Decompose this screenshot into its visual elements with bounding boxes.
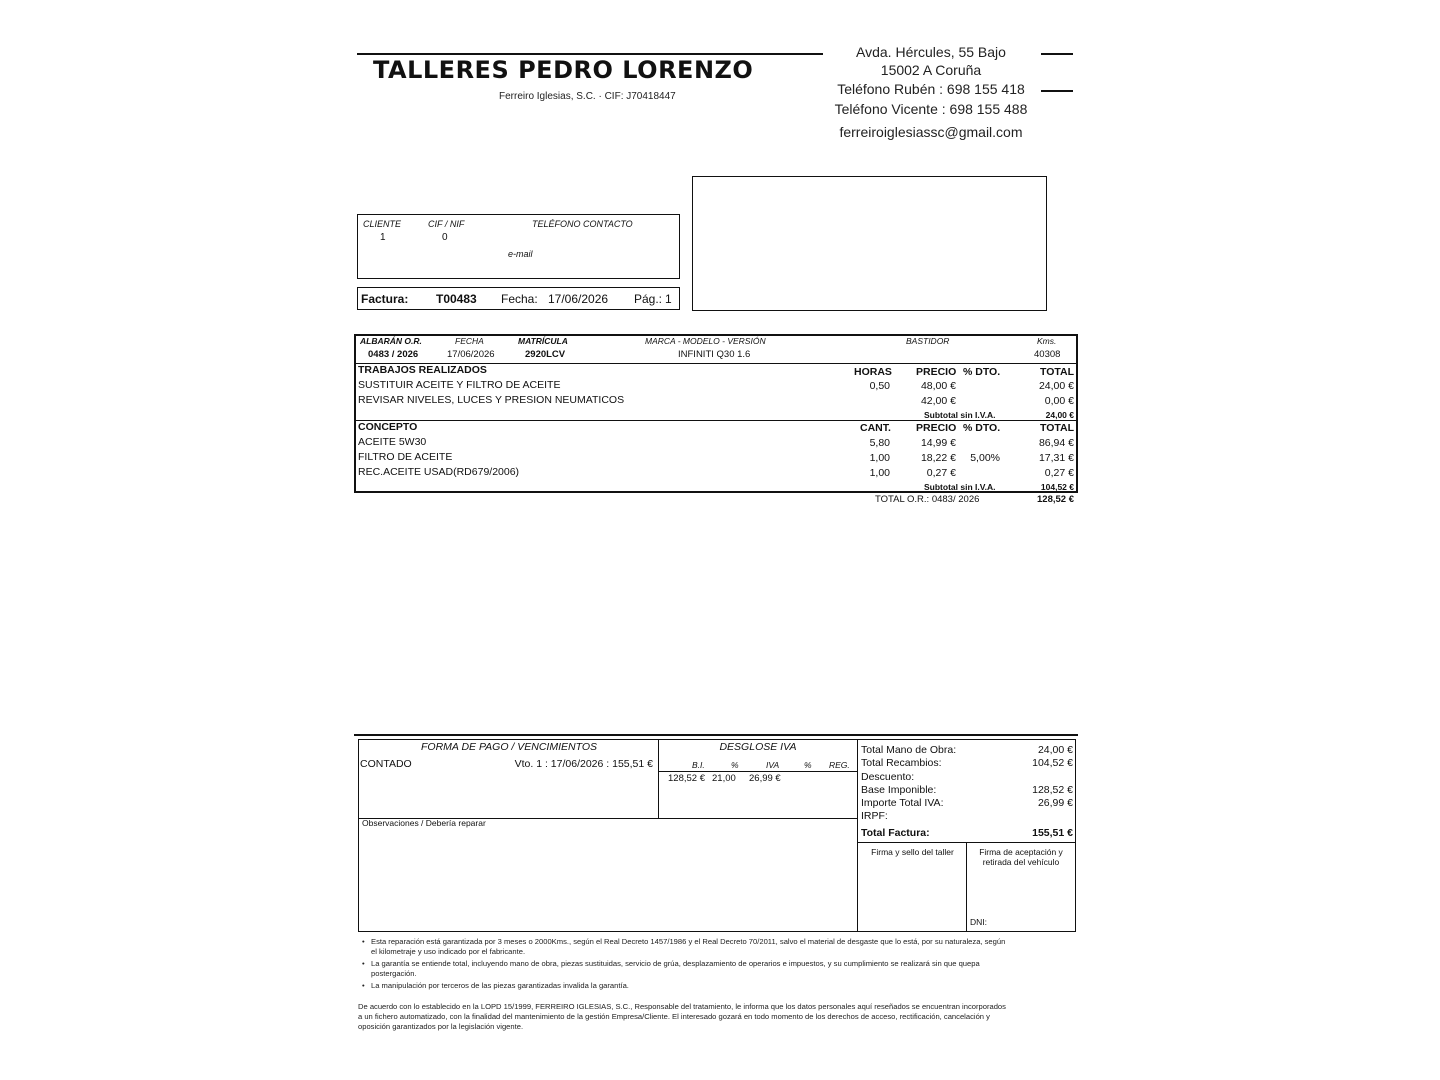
header-rule [357,53,823,55]
recipient-window-box [692,176,1047,311]
warranty-note-1-line-a: Esta reparación está garantizada por 3 meses o 2000Kms., según el Real Decreto 1457/1986 y el Real Decreto 70/2011, salvo el material de desgaste que lo está, por su naturaleza, según [371,937,1006,946]
warranty-note-1 [362,937,1081,957]
factura-number: T00483 [436,292,477,306]
company-legal-id: Ferreiro Iglesias, S.C. · CIF: J70418447 [499,91,676,102]
iva-rule [658,771,857,772]
warranty-note-2 [362,959,1081,979]
iva-title: DESGLOSE IVA [719,741,797,753]
iva-amount-value: 26,99 € [749,773,781,784]
concepto-desc: ACEITE 5W30 [358,436,427,448]
trabajos-horas-header: HORAS [854,366,892,378]
firma-taller-label: Firma y sello del taller [871,847,954,857]
total-mano-obra-value: 24,00 € [1037,744,1073,756]
concepto-total: 86,94 € [1038,437,1074,449]
fecha-value-order: 17/06/2026 [447,349,495,360]
total-recambios-value: 104,52 € [1032,757,1073,769]
footer-vline-2 [857,739,858,932]
total-mano-obra-label: Total Mano de Obra: [861,744,957,756]
bullet-icon: • [362,959,365,968]
warranty-note-3 [362,981,1081,991]
firma-cliente-label-1: Firma de aceptación y [979,847,1063,857]
marca-header: MARCA - MODELO - VERSIÓN [645,336,766,346]
concepto-subtotal-value: 104,52 € [1040,482,1074,492]
trabajo-total: 0,00 € [1044,395,1074,407]
iva-pct2-header: % [804,760,812,770]
iva-pct-header: % [731,760,739,770]
warranty-note-1-line-b: el kilometraje y uso indicado por el fabricante. [371,947,526,956]
concepto-cant: 1,00 [869,467,890,479]
trabajo-precio: 48,00 € [920,380,956,392]
cliente-label: CLIENTE [363,219,402,229]
concepto-cant-header: CANT. [860,422,891,434]
pag-value: 1 [665,292,672,306]
telefono-label: TELÉFONO CONTACTO [532,219,633,229]
concepto-precio-header: PRECIO [916,422,957,434]
kms-value: 40308 [1034,349,1061,360]
matricula-header: MATRÍCULA [518,336,568,346]
trabajo-precio: 42,00 € [920,395,956,407]
trabajo-horas: 0,50 [869,380,890,392]
trabajos-precio-header: PRECIO [916,366,957,378]
lopd-note [358,1002,1080,1032]
concepto-subtotal-label: Subtotal sin I.V.A. [924,482,996,492]
company-name: TALLERES PEDRO LORENZO [373,56,754,84]
phone-vicente: Teléfono Vicente : 698 155 488 [834,101,1028,117]
total-or-value: 128,52 € [1037,494,1074,505]
factura-label: Factura: [361,292,409,306]
base-imponible-label: Base Imponible: [861,784,937,796]
matricula-value: 2920LCV [525,349,566,360]
lopd-line-1: De acuerdo con lo establecido en la LOPD 15/1999, FERREIRO IGLESIAS, S.C., Responsable del tratamiento, le informa que los datos personales aquí reseñados se encuentran incorporados [358,1002,1006,1011]
payment-method: CONTADO [360,758,412,770]
importe-iva-value: 26,99 € [1037,797,1073,809]
bastidor-header: BASTIDOR [906,336,950,346]
invoice-box [357,287,680,310]
footer-vline-1 [658,739,659,819]
concepto-dto-header: % DTO. [963,422,1001,434]
concepto-total: 17,31 € [1038,452,1074,464]
iva-bi-header: B.I. [692,760,705,770]
payment-title: FORMA DE PAGO / VENCIMIENTOS [421,741,597,753]
cliente-value: 1 [380,232,386,243]
header-mark-1 [1041,53,1073,55]
concepto-cant: 1,00 [869,452,890,464]
trabajos-subtotal-value: 24,00 € [1045,410,1074,420]
concepto-precio: 0,27 € [926,467,956,479]
warranty-note-2-line-a: La garantía se entiende total, incluyendo mano de obra, piezas sustituidas, servicio de grúa, desplazamiento de operarios e impuestos, y su cumplimiento se realizará sin que quepa [371,959,980,968]
trabajos-dto-header: % DTO. [963,366,1001,378]
fecha-header: FECHA [455,336,484,346]
trabajo-total: 24,00 € [1038,380,1074,392]
cif-value: 0 [442,232,448,243]
trabajo-desc: REVISAR NIVELES, LUCES Y PRESION NEUMATICOS [358,394,625,406]
company-email: ferreiroiglesiassc@gmail.com [839,124,1023,140]
iva-iva-header: IVA [766,760,780,770]
trabajo-desc: SUSTITUIR ACEITE Y FILTRO DE ACEITE [358,379,561,391]
warranty-note-3-line: La manipulación por terceros de las piezas garantizadas invalida la garantía. [371,981,629,990]
trabajos-title: TRABAJOS REALIZADOS [358,364,487,376]
concepto-title: CONCEPTO [358,421,418,433]
lopd-line-2: a un fichero automatizado, con la finalidad del mantenimiento de la gestión Empresa/Cliente. El interesado gozará en todo momento de los derechos de acceso, rectificación, cancelación y [358,1012,990,1021]
concepto-precio: 14,99 € [920,437,956,449]
phone-ruben: Teléfono Rubén : 698 155 418 [837,81,1025,97]
fecha-label: Fecha: [501,292,538,306]
albaran-value: 0483 / 2026 [368,349,419,360]
concepto-desc: REC.ACEITE USAD(RD679/2006) [358,466,520,478]
concepto-desc: FILTRO DE ACEITE [358,451,453,463]
bullet-icon: • [362,937,365,946]
observaciones: Observaciones / Debería reparar [362,818,486,828]
base-imponible-value: 128,52 € [1032,784,1073,796]
concepto-precio: 18,22 € [920,452,956,464]
iva-bi-value: 128,52 € [668,773,705,784]
email-label: e-mail [508,249,533,259]
total-factura-value: 155,51 € [1032,827,1073,839]
footer-box [358,739,1076,932]
albaran-header: ALBARÁN O.R. [360,336,422,346]
lopd-line-3: oposición garantizados por la legislación vigente. [358,1022,524,1031]
cif-label: CIF / NIF [428,219,465,229]
dni-label: DNI: [970,917,987,927]
kms-header: Kms. [1037,336,1057,346]
trabajos-subtotal-label: Subtotal sin I.V.A. [924,410,996,420]
trabajos-total-header: TOTAL [1039,366,1074,378]
address-line1: Avda. Hércules, 55 Bajo [856,44,1006,60]
client-box [357,214,680,279]
concepto-cant: 5,80 [869,437,890,449]
total-or-label: TOTAL O.R.: 0483/ 2026 [875,494,980,505]
iva-reg-header: REG. [829,760,850,770]
warranty-note-2-line-b: postergación. [371,969,417,978]
concepto-rule [356,420,1077,421]
concepto-total-header: TOTAL [1039,422,1074,434]
total-recambios-label: Total Recambios: [861,757,942,769]
fecha-value: 17/06/2026 [548,292,609,306]
importe-iva-label: Importe Total IVA: [861,797,944,809]
pag-label: Pág.: [634,292,663,306]
footer-top-rule [354,734,1078,736]
payment-due: Vto. 1 : 17/06/2026 : 155,51 € [514,758,653,770]
concepto-total: 0,27 € [1044,467,1074,479]
marca-value: INFINITI Q30 1.6 [678,349,751,360]
header-mark-2 [1041,90,1073,92]
irpf-label: IRPF: [861,810,888,822]
concepto-dto: 5,00% [970,452,1000,464]
total-factura-label: Total Factura: [861,827,930,839]
iva-pct-value: 21,00 [712,773,736,784]
firma-cliente-label-2: retirada del vehículo [982,857,1060,867]
address-line2: 15002 A Coruña [880,62,982,78]
descuento-label: Descuento: [861,771,915,783]
bullet-icon: • [362,981,365,990]
